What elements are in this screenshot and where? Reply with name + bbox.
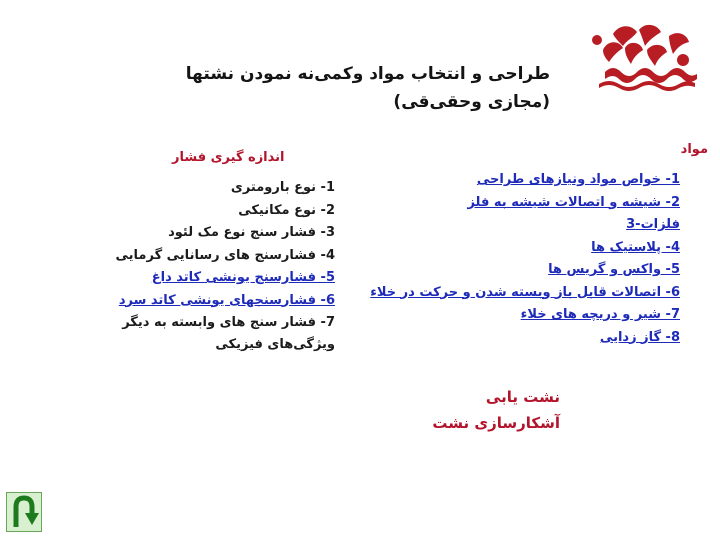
list-item[interactable]: 7- شیر و دریچه های خلاء bbox=[520, 307, 680, 322]
list-item[interactable]: 6- اتصالات قابل باز وبسته شدن و حرکت در خلاء bbox=[370, 284, 680, 300]
list-item: 2- نوع مکانیکی bbox=[238, 202, 335, 218]
leak-visualization-link[interactable]: آشکارسازی نشت bbox=[432, 414, 560, 432]
list-item[interactable]: 5- واکس و گریس ها bbox=[548, 262, 680, 277]
u-turn-back-icon bbox=[7, 493, 41, 531]
list-item: 7- فشار سنج های وابسته به دیگر bbox=[122, 315, 335, 330]
pressure-list bbox=[116, 177, 335, 355]
list-item[interactable]: 4- پلاستیک ها bbox=[591, 239, 680, 255]
list-item[interactable]: فلزات-3 bbox=[626, 217, 680, 232]
back-button[interactable] bbox=[6, 492, 42, 532]
list-item[interactable]: 1- خواص مواد ونیازهای طراحی bbox=[476, 172, 680, 187]
page-title: طراحی و انتخاب مواد وکمی‌نه نمودن نشتها (مجازی وحقی‌قی) bbox=[185, 64, 550, 112]
list-item[interactable]: 5- فشارسنج یونشی کاتد داغ bbox=[151, 270, 335, 285]
list-item[interactable]: 2- شیشه و اتصالات شیشه به فلز bbox=[467, 194, 680, 210]
leak-detection-link[interactable]: نشت یابی bbox=[485, 388, 560, 406]
materials-list bbox=[370, 169, 680, 349]
logo bbox=[585, 20, 710, 100]
list-item: 1- نوع بارومتری bbox=[230, 180, 335, 195]
list-item: 4- فشارسنج های رسانایی گرمایی bbox=[115, 247, 335, 263]
materials-heading: مواد bbox=[680, 142, 708, 157]
list-item[interactable]: 6- فشارسنجهای یونشی کاتد سرد bbox=[118, 292, 335, 308]
list-item[interactable]: 8- گاز زدایی bbox=[599, 329, 680, 345]
list-item: 3- فشار سنج نوع مک لئود bbox=[168, 225, 335, 240]
pressure-measurement-heading: اندازه گیری فشار bbox=[172, 150, 285, 165]
list-item: ویژگی‌های فیزیکی bbox=[215, 336, 335, 352]
